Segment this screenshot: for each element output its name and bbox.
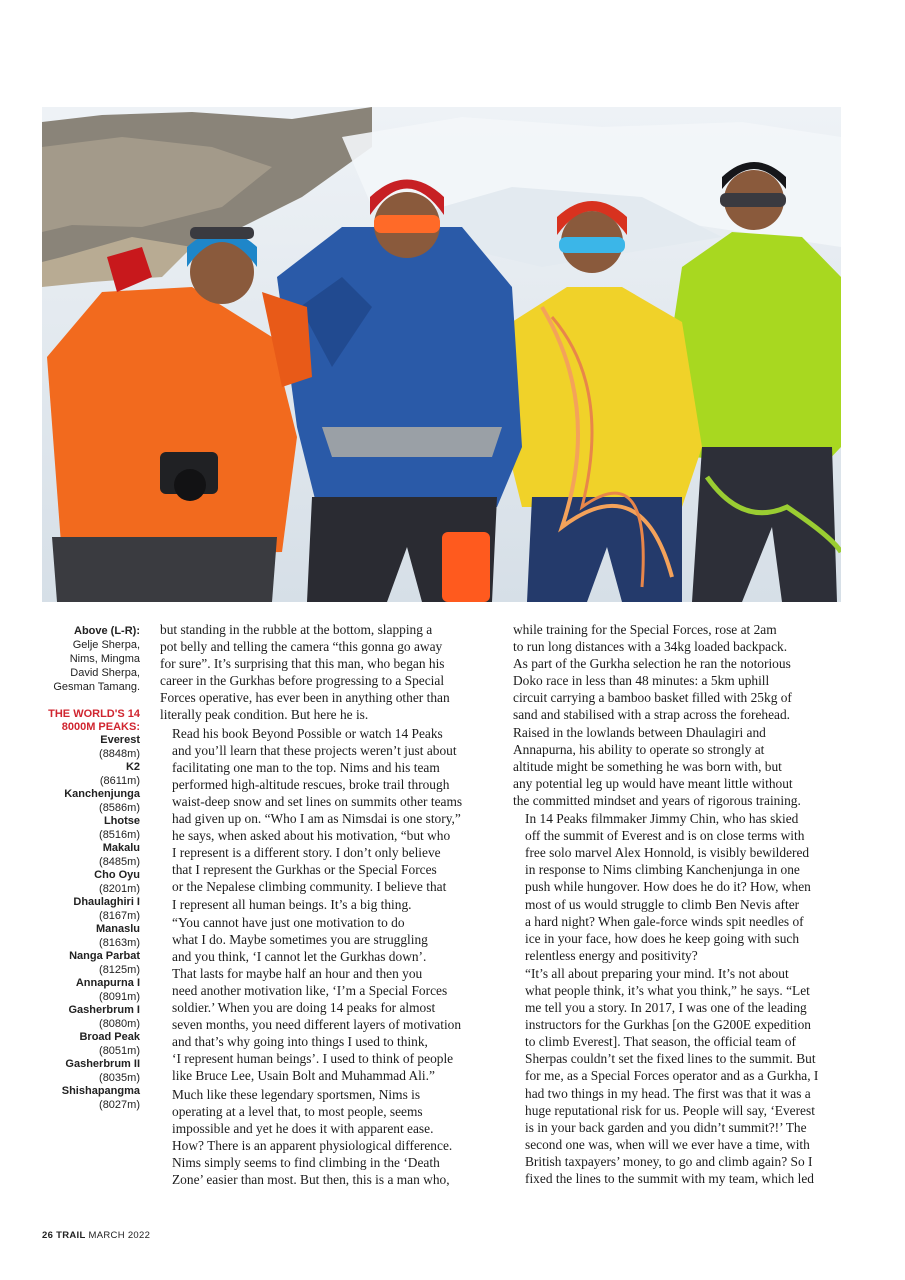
text-line: relentless energy and positivity? <box>525 947 698 963</box>
caption-line: David Sherpa, <box>70 667 140 679</box>
peak-height: (8485m) <box>99 855 140 868</box>
text-line: Forces operative, has ever been in anything other than <box>160 690 450 706</box>
text-line: for sure”. It’s surprising that this man, who began his <box>160 656 445 672</box>
text-line: he says, when asked about his motivation, “but who <box>172 828 451 844</box>
paragraph <box>160 621 490 724</box>
peak-name: Kanchenjunga <box>64 788 140 800</box>
peak-height: (8091m) <box>99 990 140 1003</box>
text-line: facilitating one man to the top. Nims and his team <box>172 759 440 775</box>
text-line: That lasts for maybe half an hour and then you <box>172 965 423 981</box>
peaks-heading <box>40 708 140 734</box>
paragraph <box>160 725 490 913</box>
climbers-photo <box>42 107 841 602</box>
text-line: “You cannot have just one motivation to do <box>172 914 405 930</box>
peak-height: (8586m) <box>99 801 140 814</box>
text-line: British taxpayers’ money, to go and climb again? So I <box>525 1153 813 1169</box>
peak-name: Manaslu <box>95 923 140 935</box>
text-line: instructors for the Gurkhas [on the G200E expedition <box>525 1017 811 1033</box>
article-column-right <box>513 621 843 1187</box>
text-line: what I do. Maybe sometimes you are struggling <box>172 931 428 947</box>
peak-height: (8848m) <box>99 747 140 760</box>
caption-label: Above (L-R): <box>74 625 140 637</box>
peak-height: (8035m) <box>99 1071 140 1084</box>
peak-height: (8611m) <box>99 774 140 787</box>
article-column-middle <box>160 621 490 1188</box>
text-line: Read his book Beyond Possible or watch 14 Peaks <box>172 725 443 741</box>
peak-name: Gasherbrum I <box>68 1004 140 1016</box>
text-line: and you’ll learn that these projects weren’t just about <box>172 742 457 758</box>
peak-name: Shishapangma <box>61 1085 140 1097</box>
text-line: push while hungover. How does he do it? How, when <box>525 879 811 895</box>
text-line: Much like these legendary sportsmen, Nims is <box>172 1086 421 1102</box>
text-line: circuit carrying a bamboo basket filled with 25kg of <box>513 690 792 706</box>
text-line: Sherpas couldn’t set the fixed lines to the summit. But <box>525 1051 816 1067</box>
text-line: performed high-altitude rescues, broke trail through <box>172 776 450 792</box>
text-line: ice in your face, how does he keep going with such <box>525 930 800 946</box>
text-line: for me, as a Special Forces operator and as a Gurkha, I <box>525 1068 819 1084</box>
sidebar <box>40 624 140 1112</box>
text-line: waist-deep snow and set lines on summits other teams <box>172 793 463 809</box>
issue-date: MARCH 2022 <box>88 1230 151 1241</box>
text-line: but standing in the rubble at the bottom, slapping a <box>160 622 433 637</box>
text-line: literally peak condition. But here he is. <box>160 707 369 723</box>
peak-name: Broad Peak <box>79 1031 140 1043</box>
text-line: free solo marvel Alex Honnold, is visibly bewildered <box>525 845 810 861</box>
peak-height: (8201m) <box>99 882 140 895</box>
peak-name: K2 <box>125 761 140 773</box>
text-line: is in your back garden and you didn’t summit?!’ The <box>525 1119 807 1135</box>
magazine-name: TRAIL <box>56 1230 86 1241</box>
peak-name: Makalu <box>102 842 140 854</box>
text-line: the committed mindset and years of rigorous training. <box>513 792 801 808</box>
paragraph <box>513 621 843 809</box>
text-line: what people think, it’s what you think,” he says. “Let <box>525 982 810 998</box>
text-line: I represent is a different story. I don’t only believe <box>172 845 441 861</box>
peak-name: Annapurna I <box>75 977 140 989</box>
text-line: seven months, you need different layers of motivation <box>172 1017 462 1033</box>
text-line: in response to Nims climbing Kanchenjunga in one <box>525 862 800 878</box>
text-line: off the summit of Everest and is on close terms with <box>525 828 805 844</box>
peak-height: (8167m) <box>99 909 140 922</box>
text-line: impossible and yet he does it with apparent ease. <box>172 1120 434 1136</box>
text-line: need another motivation like, ‘I’m a Special Forces <box>172 982 448 998</box>
text-line: huge reputational risk for us. People will say, ‘Everest <box>525 1102 815 1118</box>
text-line: had two things in my head. The first was that it was a <box>525 1085 811 1101</box>
peak-name: Cho Oyu <box>94 869 140 881</box>
text-line: or the Nepalese climbing community. I believe that <box>172 879 447 895</box>
peak-height: (8516m) <box>99 828 140 841</box>
caption-line: Gesman Tamang. <box>53 681 140 693</box>
text-line: Raised in the lowlands between Dhaulagiri and <box>513 724 766 740</box>
text-line: like Bruce Lee, Usain Bolt and Muhammad Ali.” <box>172 1068 435 1084</box>
page-footer <box>42 1230 150 1241</box>
text-line: most of us would struggle to climb Ben Nevis after <box>525 896 800 912</box>
text-line: second one was, when will we ever have a time, with <box>525 1136 810 1152</box>
peak-height: (8163m) <box>99 936 140 949</box>
peak-name: Nanga Parbat <box>69 950 140 962</box>
peak-height: (8027m) <box>99 1098 140 1111</box>
text-line: How? There is an apparent physiological difference. <box>172 1137 453 1153</box>
text-line: Annapurna, his ability to operate so strongly at <box>513 741 765 757</box>
text-line: any potential leg up would have meant little without <box>513 775 793 791</box>
text-line: I represent all human beings. It’s a big thing. <box>172 896 412 912</box>
paragraph <box>513 810 843 964</box>
text-line: a hard night? When gale-force winds spit needles of <box>525 913 804 929</box>
text-line: operating at a level that, to most people, seems <box>172 1103 423 1119</box>
text-line: soldier.’ When you are doing 14 peaks for almost <box>172 1000 436 1016</box>
climbers-photo-illustration <box>42 107 841 602</box>
peak-name: Gasherbrum II <box>65 1058 140 1070</box>
text-line: career in the Gurkhas before progressing to a Special <box>160 673 445 689</box>
text-line: ‘I represent human beings’. I used to think of people <box>172 1051 454 1067</box>
paragraph <box>160 1086 490 1189</box>
peak-height: (8125m) <box>99 963 140 976</box>
text-line: Zone’ easier than most. But then, this is a man who, <box>172 1172 450 1187</box>
text-line: me tell you a story. In 2017, I was one of the leading <box>525 1000 807 1016</box>
text-line: fixed the lines to the summit with my team, which led <box>525 1171 814 1186</box>
text-line: had given up on. “Who I am as Nimsdai is one story,” <box>172 811 461 827</box>
text-line: while training for the Special Forces, rose at 2am <box>513 622 777 637</box>
peak-height: (8051m) <box>99 1044 140 1057</box>
peak-height: (8080m) <box>99 1017 140 1030</box>
peak-name: Dhaulaghiri I <box>73 896 140 908</box>
peaks-heading-line: THE WORLD'S 14 <box>48 708 140 720</box>
peak-name: Everest <box>100 734 140 746</box>
text-line: and you think, ‘I cannot let the Gurkhas down’. <box>172 948 427 964</box>
text-line: pot belly and telling the camera “this gonna go away <box>160 639 443 655</box>
text-line: Nims simply seems to find climbing in the ‘Death <box>172 1154 440 1170</box>
text-line: and that’s why going into things I used to think, <box>172 1034 428 1050</box>
peaks-heading-line: 8000M PEAKS: <box>61 721 140 733</box>
text-line: to run long distances with a 34kg loaded backpack. <box>513 639 788 655</box>
text-line: that I represent the Gurkhas or the Special Forces <box>172 862 437 878</box>
peak-name: Lhotse <box>103 815 140 827</box>
caption-line: Gelje Sherpa, <box>72 639 140 651</box>
text-line: As part of the Gurkha selection he ran the notorious <box>513 656 791 672</box>
text-line: “It’s all about preparing your mind. It’s not about <box>525 965 789 981</box>
paragraph <box>513 965 843 1187</box>
caption-line: Nims, Mingma <box>69 653 140 665</box>
peaks-list <box>40 734 140 1112</box>
paragraph <box>160 914 490 1085</box>
page-number: 26 <box>42 1230 54 1241</box>
text-line: sand and stabilised with a strap across the forehead. <box>513 707 791 723</box>
text-line: Doko race in less than 48 minutes: a 5km uphill <box>513 673 770 689</box>
text-line: altitude might be something he was born with, but <box>513 758 782 774</box>
text-line: In 14 Peaks filmmaker Jimmy Chin, who has skied <box>525 811 799 827</box>
text-line: to climb Everest]. That season, the official team of <box>525 1034 796 1050</box>
